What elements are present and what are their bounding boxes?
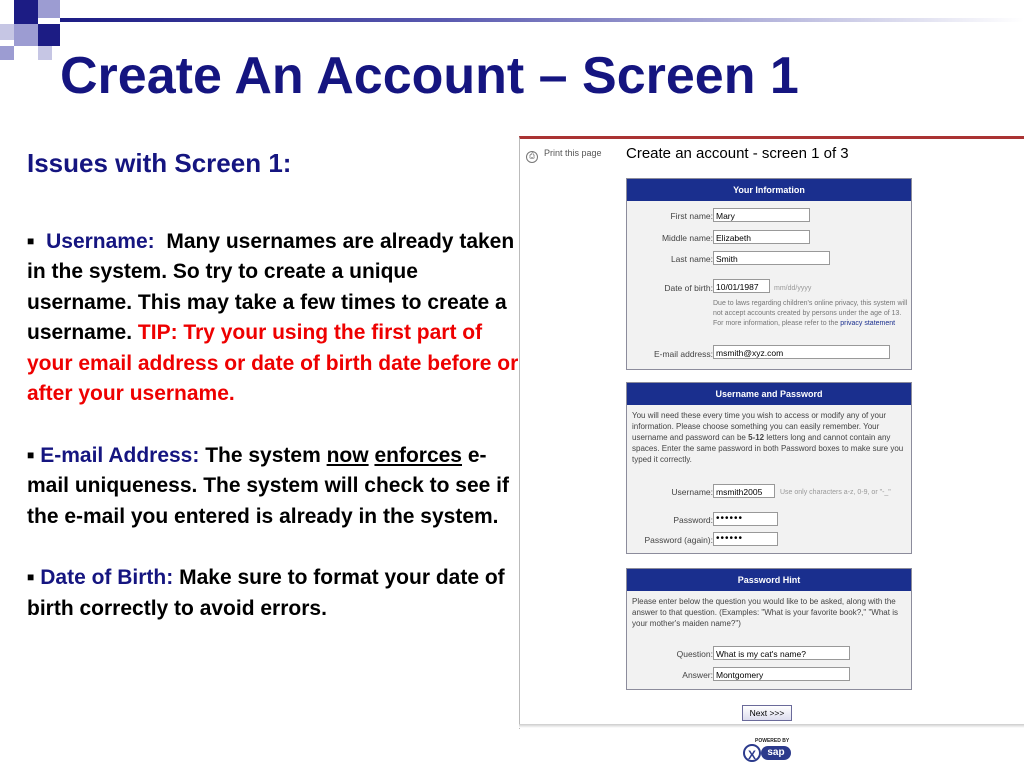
- email-text-b: e-mail uniqueness. The system will check to see if the e-mail you entered is already in the system.: [27, 443, 510, 528]
- answer-label: Answer:: [682, 670, 713, 680]
- answer-input[interactable]: Montgomery: [713, 667, 850, 681]
- print-label: Print this page: [544, 148, 602, 158]
- password-input[interactable]: ••••••: [713, 512, 778, 526]
- dob-input[interactable]: 10/01/1987: [713, 279, 770, 293]
- password-again-label: Password (again):: [644, 535, 713, 545]
- username-tip: TIP: Try your using the first part of your email address or date of birth date before or after your username.: [27, 321, 519, 405]
- middle-name-input[interactable]: Elizabeth: [713, 230, 810, 244]
- decor-square: [38, 24, 60, 46]
- your-information-panel: [626, 178, 912, 370]
- printer-icon: ⎙: [526, 151, 538, 163]
- decor-square: [14, 0, 38, 24]
- slide-title: Create An Account – Screen 1: [60, 47, 799, 105]
- question-label: Question:: [676, 649, 713, 659]
- bullet-icon: ■: [27, 233, 35, 248]
- issues-text: [27, 148, 527, 654]
- decor-square: [14, 24, 38, 46]
- sap-wordmark: sap: [761, 746, 791, 760]
- question-input[interactable]: What is my cat's name?: [713, 646, 850, 660]
- password-hint-panel: [626, 568, 912, 690]
- username-text: Many usernames are already taken in the system. So try to create a unique username. This may take a few times to create a username.: [27, 229, 515, 344]
- panel-title: Your Information: [627, 179, 911, 201]
- x-icon: X: [743, 744, 761, 762]
- email-text-a: The system: [205, 443, 321, 467]
- email-now: now: [326, 443, 369, 467]
- screenshot-shadow: [519, 724, 1024, 728]
- decor-square: [38, 0, 60, 18]
- account-form-screenshot: [519, 136, 1024, 729]
- bullet-icon: ■: [27, 570, 35, 584]
- panel-title: Username and Password: [627, 383, 911, 405]
- powered-by-logo: [741, 738, 797, 766]
- age-notice: [713, 299, 908, 329]
- password-again-input[interactable]: ••••••: [713, 532, 778, 546]
- hint-instructions: Please enter below the question you would like to be asked, along with the answer to that question. (Examples: "What is your favorite book?," "What is your mother's maiden name?"): [632, 597, 898, 628]
- password-label: Password:: [673, 515, 713, 525]
- username-field-label: Username:: [671, 487, 713, 497]
- instructions-part-a: You will need these every time you wish to access or modify any of your information. Please choose something you can easily remember. Your username and password can be: [632, 411, 887, 442]
- username-input[interactable]: msmith2005: [713, 484, 775, 498]
- dob-bullet: [27, 562, 527, 624]
- age-notice-text: Due to laws regarding children's online privacy, this system will not accept accounts created by persons under the age of 13. For more information, please refer to the: [713, 300, 908, 327]
- email-label: E-mail Address:: [40, 443, 200, 467]
- username-password-panel: [626, 382, 912, 554]
- last-name-input[interactable]: Smith: [713, 251, 830, 265]
- first-name-label: First name:: [670, 211, 713, 221]
- email-input[interactable]: msmith@xyz.com: [713, 345, 890, 359]
- title-rule: [60, 18, 1024, 22]
- panel-title: Password Hint: [627, 569, 911, 591]
- length-range: 5-12: [748, 433, 765, 442]
- instructions-part-b: letters long and cannot contain any spaces. Enter the same password in both Password boxes to make sure you typed it correctly.: [632, 433, 904, 464]
- email-field-label: E-mail address:: [653, 349, 713, 359]
- last-name-label: Last name:: [670, 254, 713, 264]
- dob-format-hint: mm/dd/yyyy: [774, 285, 812, 292]
- decor-square: [0, 24, 14, 40]
- username-label: Username:: [46, 229, 155, 253]
- print-page-link[interactable]: [526, 148, 602, 163]
- middle-name-label: Middle name:: [661, 233, 713, 243]
- username-bullet: [27, 226, 527, 410]
- powered-by-text: POWERED BY: [755, 738, 790, 744]
- email-bullet: [27, 440, 527, 533]
- form-heading: Create an account - screen 1 of 3: [626, 145, 849, 162]
- decor-square: [38, 46, 52, 60]
- first-name-input[interactable]: Mary: [713, 208, 810, 222]
- dob-text: Make sure to format your date of birth correctly to avoid errors.: [27, 566, 505, 620]
- decor-square: [0, 46, 14, 60]
- issues-heading: Issues with Screen 1:: [27, 148, 292, 178]
- dob-field-label: Date of birth:: [664, 283, 713, 293]
- bullet-icon: ■: [27, 447, 35, 462]
- next-button[interactable]: Next >>>: [742, 705, 792, 721]
- username-password-instructions: [632, 410, 908, 465]
- privacy-statement-link[interactable]: privacy statement: [840, 320, 896, 327]
- email-enforces: enforces: [374, 443, 462, 467]
- dob-label: Date of Birth:: [40, 566, 174, 589]
- username-hint: Use only characters a-z, 0-9, or "-_": [780, 489, 891, 496]
